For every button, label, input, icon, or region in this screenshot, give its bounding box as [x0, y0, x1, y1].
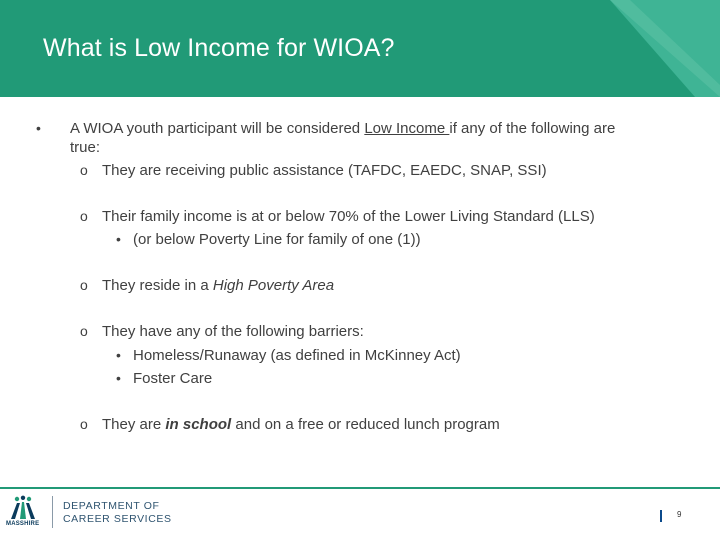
bullet-marker: • [36, 120, 41, 136]
intro-text-post: if any of the following are [449, 120, 616, 137]
page-number: 9 [677, 510, 682, 519]
page-number-marker [660, 510, 662, 522]
intro-text-pre: A WIOA youth participant will be considered [70, 120, 365, 137]
sub-sub-bullet-marker: • [116, 370, 121, 386]
department-name [63, 500, 172, 526]
department-line1: DEPARTMENT OF [63, 500, 160, 512]
list-item: They have any of the following barriers: [102, 323, 364, 340]
sub-bullet-marker: o [80, 208, 88, 224]
list-subitem: Homeless/Runaway (as defined in McKinney Act) [133, 347, 461, 364]
intro-text-line2: true: [70, 139, 101, 156]
list-item-text: and on a free or reduced lunch program [231, 416, 500, 433]
department-line2: CAREER SERVICES [63, 513, 172, 525]
sub-bullet-marker: o [80, 323, 88, 339]
list-item [102, 415, 500, 434]
sub-bullet-marker: o [80, 277, 88, 293]
sub-bullet-marker: o [80, 416, 88, 432]
in-school-term: in school [165, 416, 232, 433]
list-subitem: (or below Poverty Line for family of one (1)) [133, 231, 421, 248]
footer-divider [0, 487, 720, 489]
high-poverty-area-term: High Poverty Area [212, 277, 335, 294]
intro-text [70, 119, 615, 138]
sub-sub-bullet-marker: • [116, 231, 121, 247]
list-item-text: They are [102, 416, 166, 433]
sub-bullet-marker: o [80, 162, 88, 178]
list-item-text: They reside in a [102, 277, 213, 294]
sub-sub-bullet-marker: • [116, 347, 121, 363]
page-title: What is Low Income for WIOA? [43, 34, 395, 62]
list-subitem: Foster Care [133, 370, 213, 387]
list-item: They are receiving public assistance (TAFDC, EAEDC, SNAP, SSI) [102, 162, 547, 179]
low-income-term: Low Income [364, 120, 450, 137]
masshire-logo-text: MASSHIRE [6, 521, 40, 527]
list-item [102, 276, 334, 295]
list-item: Their family income is at or below 70% of the Lower Living Standard (LLS) [102, 208, 595, 225]
logo-divider [52, 496, 53, 528]
